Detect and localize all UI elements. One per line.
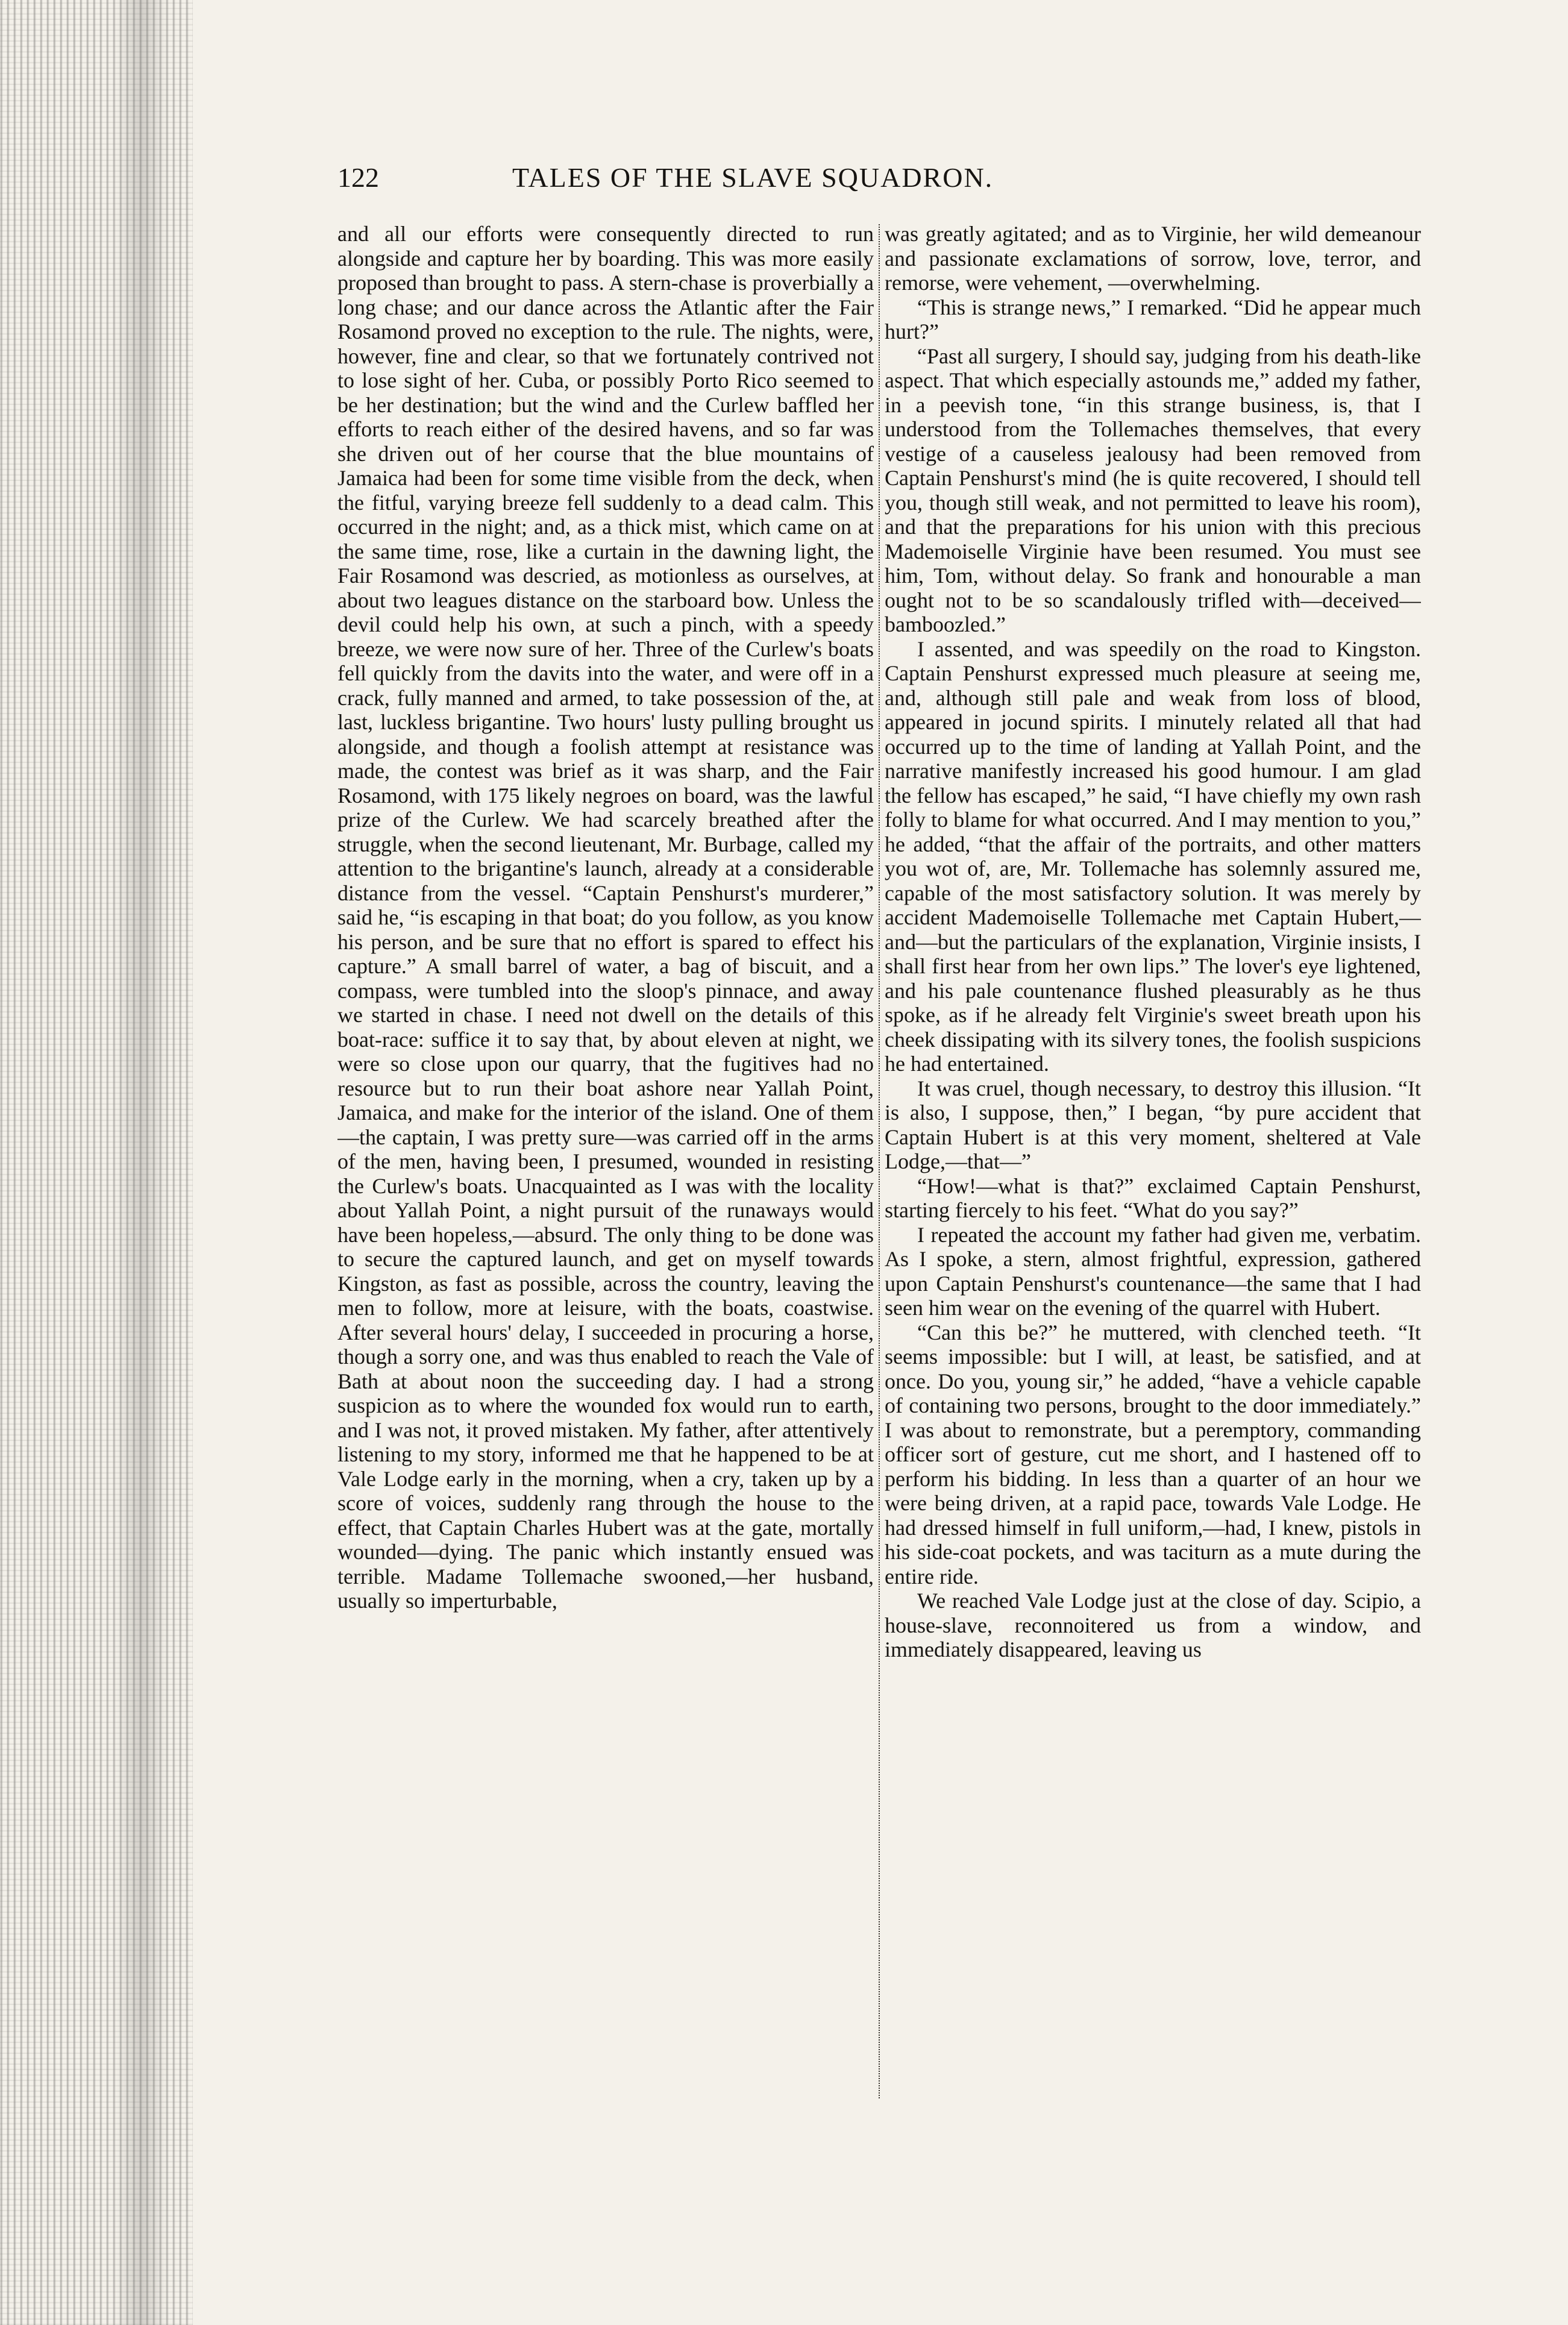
text-column-right — [885, 222, 1421, 2108]
paragraph: “Past all surgery, I should say, judging from his death-like aspect. That which especially astounds me,” added my father, in a peevish tone, “in this strange business, is, that I understood from the Tollemaches themselves, that every vestige of a causeless jealousy had been removed from Captain Penshurst's mind (he is quite recovered, I should tell you, though still weak, and not permitted to leave his room), and that the preparations for his union with this precious Mademoiselle Virginie have been resumed. You must see him, Tom, without delay. So frank and honourable a man ought not to be so scandalously trifled with—deceived—bamboozled.” — [885, 344, 1421, 636]
paragraph: I repeated the account my father had given me, verbatim. As I spoke, a stern, almost frightful, expression, gathered upon Captain Penshurst's countenance—the same that I had seen him wear on the evening of the quarrel with Hubert. — [885, 1222, 1421, 1320]
paragraph: We reached Vale Lodge just at the close of day. Scipio, a house-slave, reconnoitered us from a window, and immediately disappeared, leaving us — [885, 1589, 1421, 1661]
paragraph: and all our efforts were consequently directed to run alongside and capture her by boarding. This was more easily proposed than brought to pass. A stern-chase is proverbially a long chase; and our dance across the Atlantic after the Fair Rosamond proved no exception to the rule. The nights, were, however, fine and clear, so that we fortunately contrived not to lose sight of her. Cuba, or possibly Porto Rico seemed to be her destination; but the wind and the Curlew baffled her efforts to reach either of the desired havens, and so far was she driven out of her course that the blue mountains of Jamaica had been for some time visible from the deck, when the fitful, varying breeze fell suddenly to a dead calm. This occurred in the night; and, as a thick mist, which came on at the same time, rose, like a curtain in the dawning light, the Fair Rosamond was descried, as motionless as ourselves, at about two leagues distance on the starboard bow. Unless the devil could help his own, at such a pinch, with a speedy breeze, we were now sure of her. Three of the Curlew's boats fell quickly from the davits into the water, and were off in a crack, fully manned and armed, to take possession of the, at last, luckless brigantine. Two hours' lusty pulling brought us alongside, and though a foolish attempt at resistance was made, the contest was brief as it was sharp, and the Fair Rosamond, with 175 likely negroes on board, was the lawful prize of the Curlew. We had scarcely breathed after the struggle, when the second lieutenant, Mr. Burbage, called my attention to the brigantine's launch, already at a considerable distance from the vessel. “Captain Penshurst's murderer,” said he, “is escaping in that boat; do you follow, as you know his person, and be sure that no effort is spared to effect his capture.” A small barrel of water, a bag of biscuit, and a compass, were tumbled into the sloop's pinnace, and away we started in chase. I need not dwell on the details of this boat-race: suffice it to say that, by about eleven at night, we were so close upon our quarry, that the fugitives had no resource but to run their boat ashore near Yallah Point, Jamaica, and make for the interior of the island. One of them—the captain, I was pretty sure—was carried off in the arms of the men, having been, I presumed, wounded in resisting the Curlew's boats. Unacquainted as I was with the locality about Yallah Point, a night pursuit of the runaways would have been hopeless,—absurd. The only thing to be done was to secure the captured launch, and get on myself towards Kingston, as fast as possible, across the country, leaving the men to follow, more at leisure, with the boats, coastwise. After several hours' delay, I succeeded in procuring a horse, though a sorry one, and was thus enabled to reach the Vale of Bath at about noon the succeeding day. I had a strong suspicion as to where the wounded fox would run to earth, and I was not, it proved mistaken. My father, after attentively listening to my story, informed me that he happened to be at Vale Lodge early in the morning, when a cry, taken up by a score of voices, suddenly rang through the house to the effect, that Captain Charles Hubert was at the gate, mortally wounded—dying. The panic which instantly ensued was terrible. Madame Tollemache swooned,—her husband, usually so imperturbable, — [337, 222, 874, 1613]
paragraph: “How!—what is that?” exclaimed Captain Penshurst, starting fiercely to his feet. “What do you say?” — [885, 1173, 1421, 1222]
page-number: 122 — [337, 162, 379, 193]
paragraph: It was cruel, though necessary, to destroy this illusion. “It is also, I suppose, then,” I began, “by pure accident that Captain Hubert is at this very moment, sheltered at Vale Lodge,—that—” — [885, 1076, 1421, 1173]
running-title: TALES OF THE SLAVE SQUADRON. — [512, 162, 994, 193]
page-header — [337, 162, 1199, 204]
scanned-binding-edge — [0, 0, 193, 2325]
paragraph: “Can this be?” he muttered, with clenched teeth. “It seems impossible: but I will, at least, be satisfied, and at once. Do you, young sir,” he added, “have a vehicle capable of containing two persons, brought to the door immediately.” I was about to remonstrate, but a peremptory, commanding officer sort of gesture, cut me short, and I hastened off to perform his bidding. In less than a quarter of an hour we were being driven, at a rapid pace, towards Vale Lodge. He had dressed himself in full uniform,—had, I knew, pistols in his side-coat pockets, and was taciturn as a mute during the entire ride. — [885, 1320, 1421, 1589]
paragraph: “This is strange news,” I remarked. “Did he appear much hurt?” — [885, 295, 1421, 344]
paragraph: was greatly agitated; and as to Virginie, her wild demeanour and passionate exclamations of sorrow, love, terror, and remorse, were vehement, —overwhelming. — [885, 222, 1421, 295]
text-column-left — [337, 222, 874, 2108]
column-divider — [879, 224, 880, 2098]
paragraph: I assented, and was speedily on the road to Kingston. Captain Penshurst expressed much pleasure at seeing me, and, although still pale and weak from loss of blood, appeared in jocund spirits. I minutely related all that had occurred up to the time of landing at Yallah Point, and the narrative manifestly increased his good humour. I am glad the fellow has escaped,” he said, “I have chiefly my own rash folly to blame for what occurred. And I may mention to you,” he added, “that the affair of the portraits, and other matters you wot of, are, Mr. Tollemache has solemnly assured me, capable of the most satisfactory solution. It was merely by accident Mademoiselle Tollemache met Captain Hubert,—and—but the particulars of the explanation, Virginie insists, I shall first hear from her own lips.” The lover's eye lightened, and his pale countenance flushed pleasurably as he thus spoke, as if he already felt Virginie's sweet breath upon his cheek dissipating with its silvery tones, the foolish suspicions he had entertained. — [885, 636, 1421, 1076]
